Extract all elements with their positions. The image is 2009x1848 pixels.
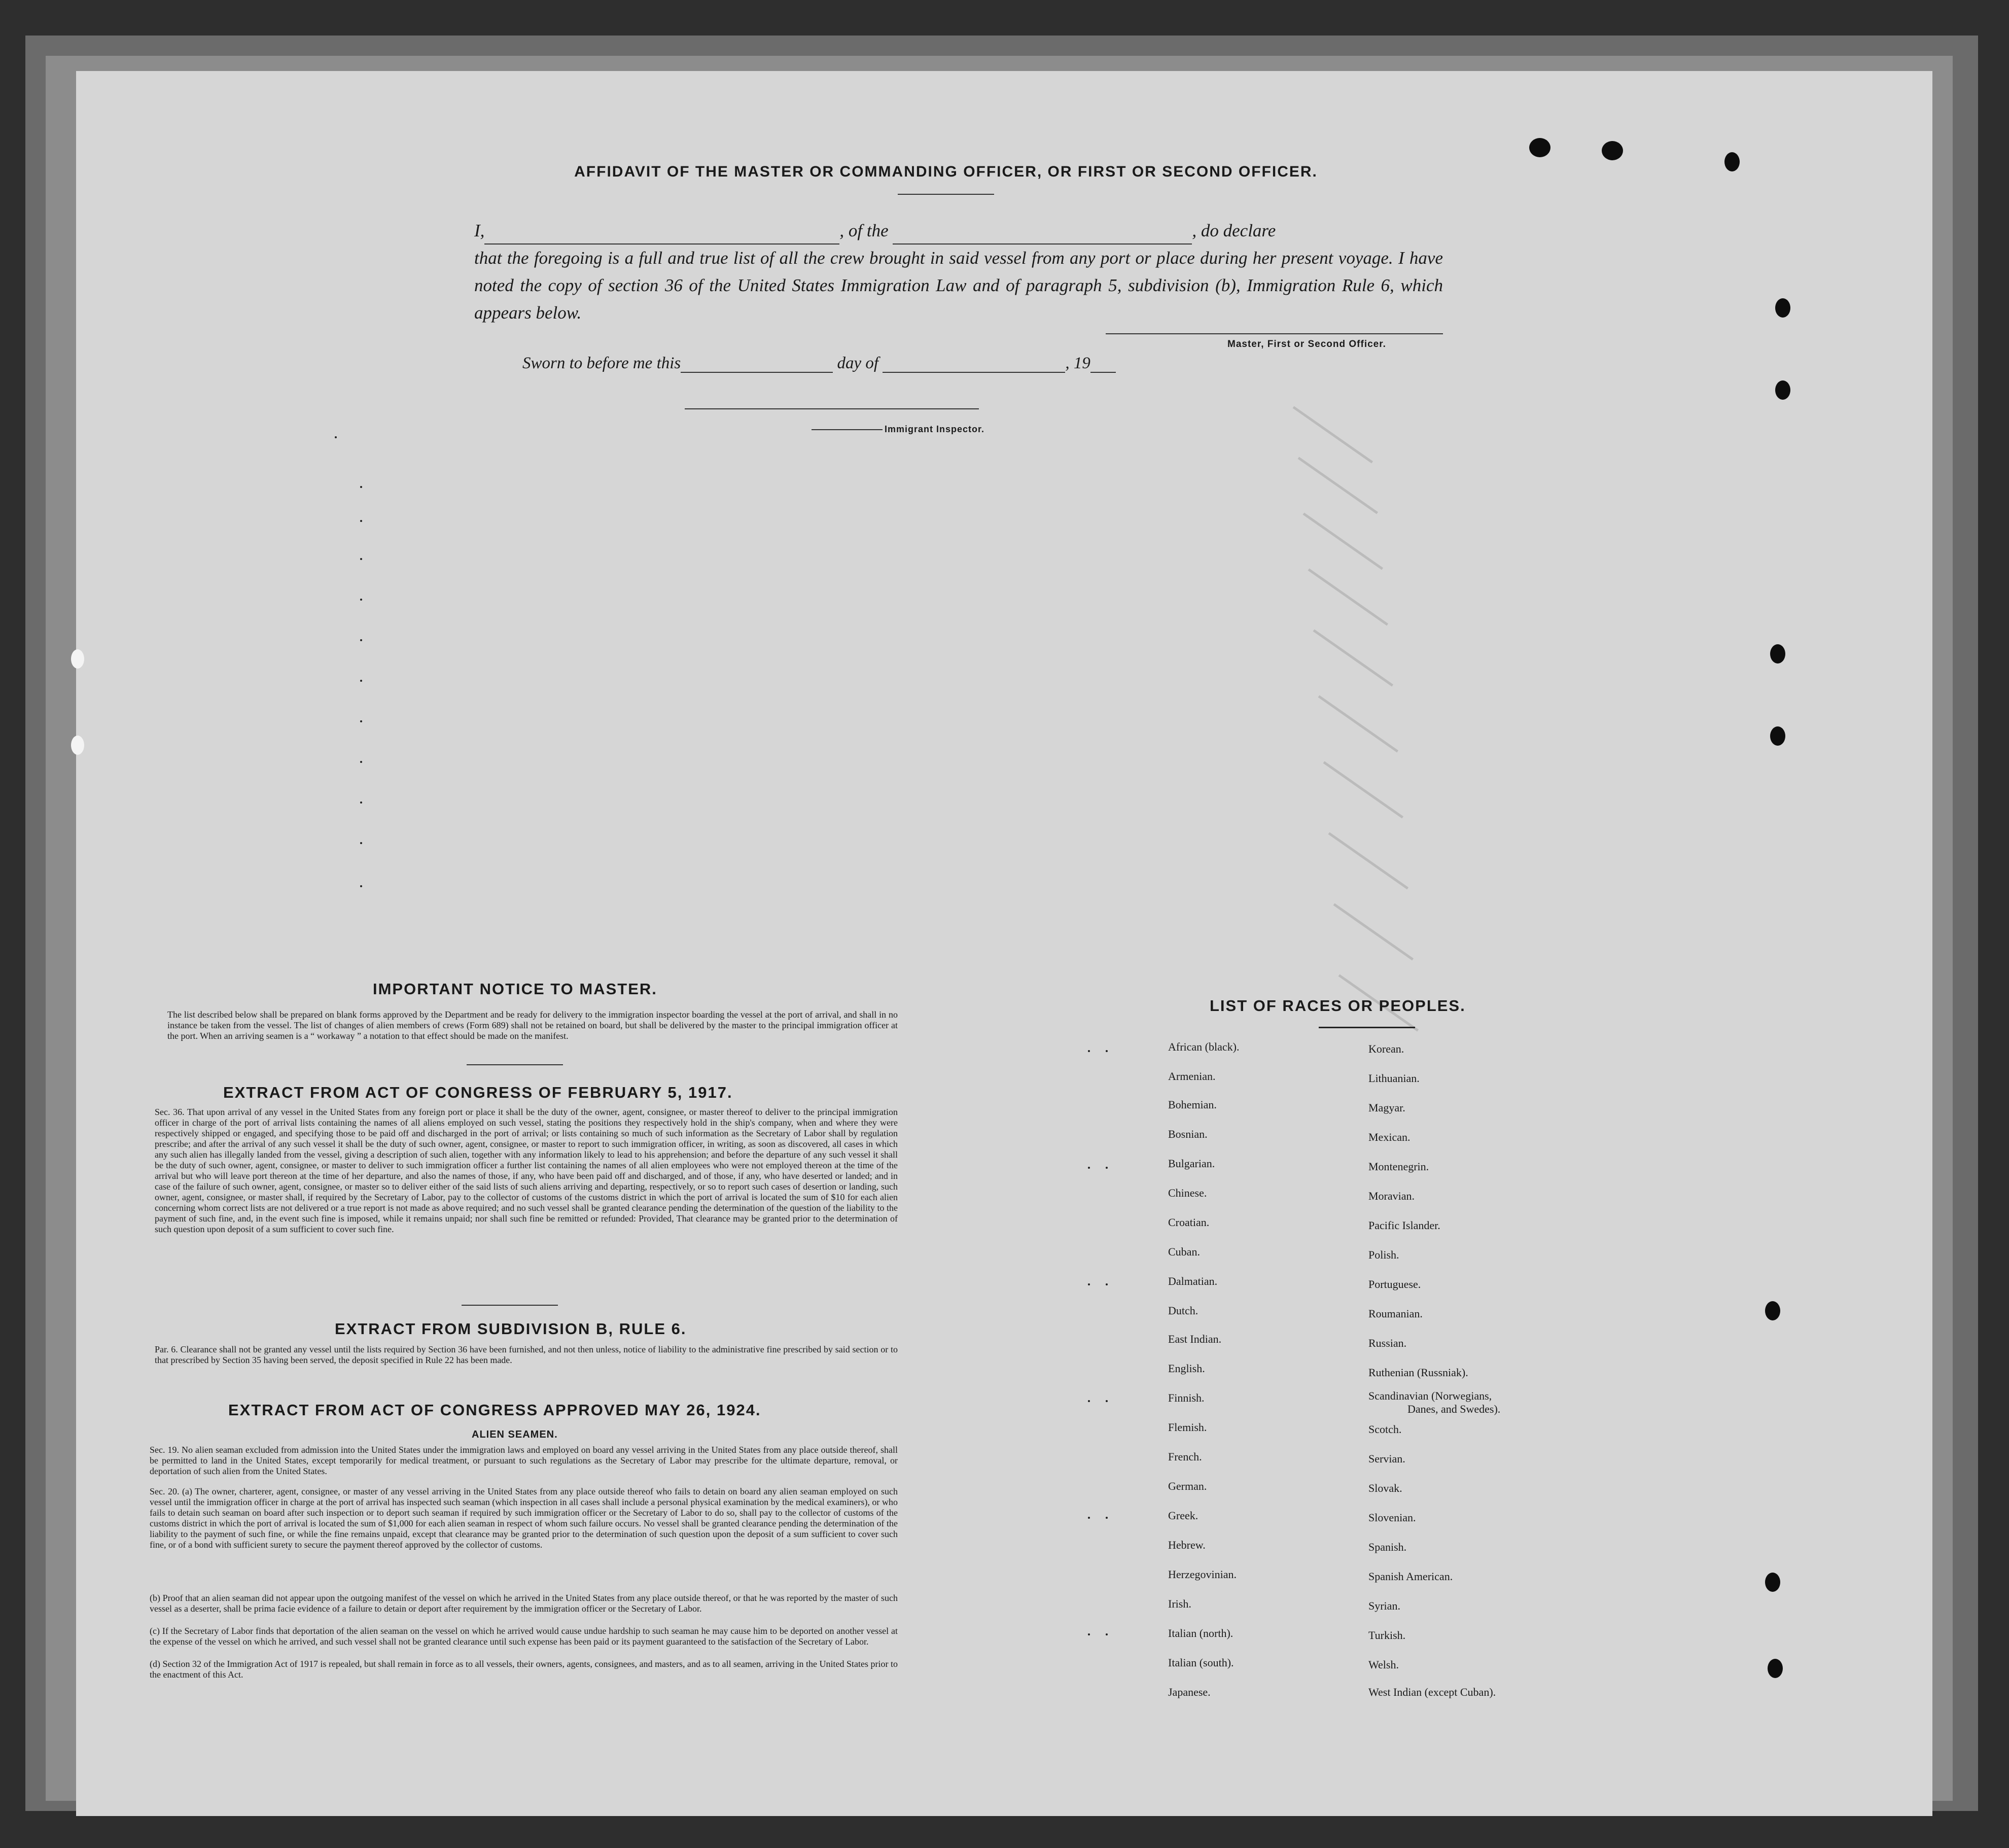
extract-1917-title: EXTRACT FROM ACT OF CONGRESS OF FEBRUARY 5, 1917. xyxy=(223,1084,733,1101)
column-mark xyxy=(360,801,362,804)
bleed-through-hatch xyxy=(1328,832,1409,889)
race-left: German. xyxy=(1168,1480,1207,1492)
race-left: Bulgarian. xyxy=(1168,1157,1215,1170)
binder-hole xyxy=(1775,380,1790,400)
binder-hole xyxy=(1765,1301,1780,1320)
section-rule xyxy=(462,1305,558,1306)
bleed-through-hatch xyxy=(1293,406,1373,463)
column-mark xyxy=(1088,1283,1090,1285)
race-left: Armenian. xyxy=(1168,1070,1216,1083)
sworn-year-blank[interactable] xyxy=(1090,357,1116,373)
affidavit-text xyxy=(474,217,1443,327)
races-title: LIST OF RACES OR PEOPLES. xyxy=(1210,997,1466,1015)
race-right: Ruthenian (Russniak). xyxy=(1368,1366,1468,1379)
race-right: Korean. xyxy=(1368,1042,1404,1055)
extract-1924-subtitle: ALIEN SEAMEN. xyxy=(472,1429,558,1440)
extract-1917-text: Sec. 36. That upon arrival of any vessel in the United States from any foreign port or place it shall be the duty of the owner, agent, consignee, or master thereof to deliver to the principal immigration officer in charge of the port of arrival lists containing the names of all aliens employed on such vessel, stating the positions they respectively hold in the ship's company, when and where they were respectively shipped or engaged, and specifying those to be paid off and discharged in the port of arrival; or lists containing so much of such information as the Secretary of Labor shall by regulation prescribe; and after the arrival of any such vessel it shall be the duty of such owner, agent, consignee, or master to report to such immigration officer, in writing, as soon as discovered, all cases in which any such alien has illegally landed from the vessel, giving a description of such alien, together with any information likely to lead to his apprehension; and before the departure of any such vessel it shall be the duty of such owner, agent, consignee, or master to deliver to such immigration officer a further list containing the names of all alien employees who were not employed thereon at the time of the arrival but who will leave port thereon at the time of her departure, and also the names of those, if any, who have been paid off and discharged, and of those, if any, who have deserted or landed; and in case of the failure of such owner, agent, consignee, or master so to deliver either of the said lists of such aliens arriving and departing, respectively, or so to report such cases of desertion or landing, such owner, agent, consignee, or master shall, if required by the Secretary of Labor, pay to the collector of customs of the customs district in which the port of arrival is located the sum of $10 for each alien concerning whom correct lists are not delivered or a true report is not made as above required; and no such vessel shall be granted clearance pending the determination of the question of the liability to the payment of such fine, and, in the event such fine is imposed, while it remains unpaid; nor shall such fine be remitted or refunded: Provided, That clearance may be granted prior to the determination of such question upon deposit of a sum sufficient to cover such fine. xyxy=(155,1107,898,1234)
name-blank[interactable] xyxy=(484,225,839,245)
column-mark xyxy=(1088,1517,1090,1519)
column-mark xyxy=(1088,1167,1090,1169)
left-margin-hole xyxy=(71,736,84,755)
bleed-through-hatch xyxy=(1298,457,1379,514)
races-rule xyxy=(1319,1027,1415,1028)
section-rule xyxy=(467,1064,563,1065)
column-mark xyxy=(335,436,337,438)
sworn-line xyxy=(522,354,1116,373)
binder-hole xyxy=(1770,726,1785,746)
affidavit-title: AFFIDAVIT OF THE MASTER OR COMMANDING OFFICER, OR FIRST OR SECOND OFFICER. xyxy=(574,163,1318,180)
notice-text: The list described below shall be prepared on blank forms approved by the Department and be ready for delivery to the immigration inspector boarding the vessel at the port of arrival, and shall in no instance be taken from the vessel. The list of changes of alien members of crews (Form 689) shall not be retained on board, but shall be delivered by the master to the principal immigration officer at the port. When an arriving seamen is a “ workaway ” a notation to that effect should be made on the manifest. xyxy=(167,1009,898,1041)
sec-20-d-text: (d) Section 32 of the Immigration Act of 1917 is repealed, but shall remain in force as to all vessels, their owners, agents, consignees, and masters, and as to all seamen, arriving in the United States prior to the enactment of this Act. xyxy=(150,1659,898,1680)
race-right: Mexican. xyxy=(1368,1131,1411,1143)
binder-hole xyxy=(1602,141,1623,160)
column-mark xyxy=(1106,1400,1108,1402)
sworn-prefix: Sworn to before me this xyxy=(522,354,681,372)
race-right: Scandinavian (Norwegians, xyxy=(1368,1389,1492,1402)
extract-rule6-text: Par. 6. Clearance shall not be granted any vessel until the lists required by Section 36 have been furnished, and not then unless, notice of liability to the administrative fine prescribed by said section or to that prescribed by Section 35 having been served, the deposit specified in Rule 22 has been made. xyxy=(155,1344,898,1365)
race-left: Bohemian. xyxy=(1168,1098,1217,1111)
race-left: Chinese. xyxy=(1168,1187,1207,1199)
race-left: Greek. xyxy=(1168,1509,1199,1522)
of-the-label: , of the xyxy=(839,221,889,240)
sworn-month-blank[interactable] xyxy=(883,357,1065,373)
year-prefix: , 19 xyxy=(1065,354,1090,372)
race-left: Hebrew. xyxy=(1168,1539,1206,1551)
left-margin-hole xyxy=(71,649,84,669)
column-mark xyxy=(1088,1400,1090,1402)
race-right: Lithuanian. xyxy=(1368,1072,1420,1085)
column-mark xyxy=(360,761,362,763)
day-of-label: day of xyxy=(837,354,879,372)
race-right: Spanish American. xyxy=(1368,1570,1453,1583)
notice-title: IMPORTANT NOTICE TO MASTER. xyxy=(373,980,657,998)
race-right: Slovenian. xyxy=(1368,1511,1416,1524)
race-left: Dalmatian. xyxy=(1168,1275,1218,1287)
race-right: Syrian. xyxy=(1368,1599,1400,1612)
manifest-page xyxy=(76,71,1932,1816)
race-left: Finnish. xyxy=(1168,1391,1205,1404)
race-right: Slovak. xyxy=(1368,1482,1402,1494)
column-mark xyxy=(1106,1167,1108,1169)
column-mark xyxy=(360,599,362,601)
column-mark xyxy=(1106,1633,1108,1635)
column-mark xyxy=(360,639,362,641)
sec-20-c-text: (c) If the Secretary of Labor finds that deportation of the alien seaman on the vessel on which he arrived would cause undue hardship to such seaman he may cause him to be deported on another vessel at the expense of the vessel on which he arrived, and such vessel shall not be granted clearance until such expense has been paid or its payment guaranteed to the satisfaction of the Secretary of Labor. xyxy=(150,1626,898,1647)
race-right: Spanish. xyxy=(1368,1541,1407,1553)
sec-20-b-text: (b) Proof that an alien seaman did not appear upon the outgoing manifest of the vessel on which he arrived in the United States from any place outside thereof, or that he was reported by the master of such vessel as a deserter, shall be prima facie evidence of a failure to detain or deport after requirement by the immigration officer or the Secretary of Labor. xyxy=(150,1593,898,1614)
extract-rule6-title: EXTRACT FROM SUBDIVISION B, RULE 6. xyxy=(335,1320,687,1338)
race-left: African (black). xyxy=(1168,1040,1240,1053)
column-mark xyxy=(1088,1633,1090,1635)
column-mark xyxy=(1106,1283,1108,1285)
column-mark xyxy=(360,680,362,682)
extract-1924-title: EXTRACT FROM ACT OF CONGRESS APPROVED MAY 26, 1924. xyxy=(228,1401,761,1419)
column-mark xyxy=(360,558,362,560)
column-mark xyxy=(1106,1050,1108,1052)
do-declare-label: , do declare xyxy=(1192,221,1276,240)
binder-hole xyxy=(1724,152,1740,171)
bleed-through-hatch xyxy=(1333,903,1414,960)
bleed-through-hatch xyxy=(1323,761,1404,818)
vessel-blank[interactable] xyxy=(893,225,1192,245)
race-left: Italian (south). xyxy=(1168,1656,1234,1669)
binder-hole xyxy=(1765,1573,1780,1592)
inspector-label: Immigrant Inspector. xyxy=(812,424,984,435)
bleed-through-hatch xyxy=(1313,629,1394,686)
column-mark xyxy=(360,486,362,488)
sec-20-text: Sec. 20. (a) The owner, charterer, agent, consignee, or master of any vessel arriving in the United States from any place outside thereof who fails to detain on board any alien seaman employed on such vessel until the immigration officer in charge at the port of arrival has inspected such seaman (which inspection in all cases shall include a personal physical examination by the medical examiners), or who fails to detain such seaman on board after such inspection or to deport such seaman if required by such immigration officer or the Secretary of Labor to do so, shall pay to the collector of customs of the customs district in which the port of arrival is located the sum of $1,000 for each alien seaman in respect of whom such failure occurs. No vessel shall be granted clearance pending the determination of the liability to the payment of such fine, or while the fine remains unpaid, except that clearance may be granted prior to the determination of such question upon the deposit of a sum sufficient to cover such fine, or of a bond with sufficient surety to secure the payment thereof approved by the collector of customs. xyxy=(150,1486,898,1550)
race-left: Cuban. xyxy=(1168,1245,1200,1258)
column-mark xyxy=(360,520,362,522)
race-left: Croatian. xyxy=(1168,1216,1210,1229)
race-left: English. xyxy=(1168,1362,1205,1375)
column-mark xyxy=(1088,1050,1090,1052)
race-right: Roumanian. xyxy=(1368,1307,1423,1320)
race-left: Japanese. xyxy=(1168,1686,1211,1698)
race-right: Moravian. xyxy=(1368,1190,1415,1202)
race-right: Servian. xyxy=(1368,1452,1405,1465)
column-mark xyxy=(1106,1517,1108,1519)
binder-hole xyxy=(1529,138,1550,157)
inspector-signature-line[interactable] xyxy=(685,408,979,409)
signature-line[interactable] xyxy=(1106,333,1443,334)
race-right: Scotch. xyxy=(1368,1423,1402,1436)
race-left: Irish. xyxy=(1168,1597,1191,1610)
bleed-through-hatch xyxy=(1318,695,1399,752)
race-left: Herzegovinian. xyxy=(1168,1568,1237,1581)
binder-hole xyxy=(1768,1659,1783,1678)
race-right: Pacific Islander. xyxy=(1368,1219,1440,1232)
race-right-continuation: Danes, and Swedes). xyxy=(1407,1403,1501,1415)
race-right: West Indian (except Cuban). xyxy=(1368,1686,1496,1698)
sworn-day-blank[interactable] xyxy=(681,357,833,373)
signature-label: Master, First or Second Officer. xyxy=(1227,339,1386,350)
i-label: I, xyxy=(474,221,485,240)
binder-hole xyxy=(1775,298,1790,318)
race-right: Turkish. xyxy=(1368,1629,1406,1642)
race-left: Dutch. xyxy=(1168,1304,1199,1317)
bleed-through-hatch xyxy=(1308,568,1389,625)
binder-hole xyxy=(1770,644,1785,664)
title-rule xyxy=(898,194,994,195)
race-right: Polish. xyxy=(1368,1248,1399,1261)
race-left: Bosnian. xyxy=(1168,1128,1208,1140)
race-left: East Indian. xyxy=(1168,1333,1222,1345)
sec-19-text: Sec. 19. No alien seaman excluded from admission into the United States under the immigration laws and employed on board any vessel arriving in the United States from any place outside thereof, shall be permitted to land in the United States, except temporarily for medical treatment, or pursuant to such regulations as the Secretary of Labor may prescribe for the ultimate departure, removal, or deportation of such alien from the United States. xyxy=(150,1445,898,1476)
column-mark xyxy=(360,885,362,887)
race-right: Welsh. xyxy=(1368,1658,1399,1671)
column-mark xyxy=(360,842,362,844)
affidavit-body: that the foregoing is a full and true list of all the crew brought in said vessel from any port or place during her present voyage. I have noted the copy of section 36 of the United States Immigration Law and of paragraph 5, subdivision (b), Immigration Rule 6, which appears below. xyxy=(474,248,1443,323)
column-mark xyxy=(360,720,362,722)
race-right: Russian. xyxy=(1368,1337,1407,1349)
race-right: Magyar. xyxy=(1368,1101,1405,1114)
race-right: Montenegrin. xyxy=(1368,1160,1429,1173)
race-right: Portuguese. xyxy=(1368,1278,1421,1291)
bleed-through-hatch xyxy=(1303,512,1384,570)
race-left: Flemish. xyxy=(1168,1421,1207,1434)
race-left: French. xyxy=(1168,1450,1202,1463)
race-left: Italian (north). xyxy=(1168,1627,1233,1640)
